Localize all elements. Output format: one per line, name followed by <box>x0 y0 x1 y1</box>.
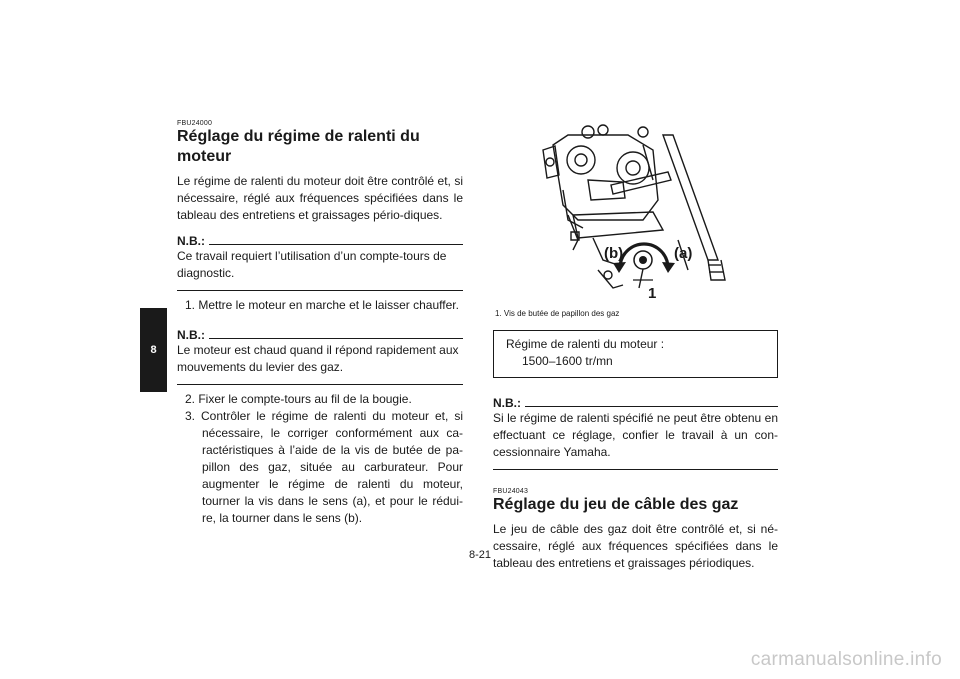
note-end-rule <box>177 384 463 385</box>
intro-paragraph: Le jeu de câble des gaz doit être contrôlé et, si né-cessaire, réglé aux fréquences spécifiées dans le tableau des entretiens et graissages périodiques. <box>493 522 778 570</box>
steps-list-1 <box>177 297 463 314</box>
section-title: Réglage du jeu de câble des gaz <box>493 496 739 513</box>
page-number: 8-21 <box>468 549 492 561</box>
left-column <box>177 120 463 527</box>
figure-label-a: (a) <box>674 245 693 262</box>
note-label: N.B.: <box>493 396 521 410</box>
step-item: 1. Mettre le moteur en marche et le laisser chauffer. <box>185 298 459 312</box>
section-code: FBU24043 <box>493 488 529 495</box>
note-rule <box>209 338 463 339</box>
spec-label: Régime de ralenti du moteur : <box>506 337 665 351</box>
note-header <box>177 234 463 248</box>
note-rule <box>209 244 463 245</box>
note-text: Le moteur est chaud quand il répond rapidement aux mouvements du levier des gaz. <box>177 343 459 374</box>
note-text: Ce travail requiert l’utilisation d’un compte-tours de diagnostic. <box>177 249 447 280</box>
figure-label-b: (b) <box>604 245 624 262</box>
note-text: Si le régime de ralenti spécifié ne peut être obtenu en effectuant ce réglage, confier le travail à un con-cessionnaire Yamaha. <box>493 411 778 459</box>
carburetor-illustration <box>493 120 778 305</box>
spec-value: 1500–1600 tr/mn <box>522 354 613 368</box>
section-code: FBU24000 <box>177 120 213 127</box>
carburetor-figure <box>493 120 778 305</box>
note-label: N.B.: <box>177 328 205 342</box>
chapter-tab: 8 <box>140 308 167 392</box>
note-end-rule <box>177 290 463 291</box>
note-rule <box>525 406 778 407</box>
watermark: carmanualsonline.info <box>750 649 942 670</box>
note-header <box>493 396 778 410</box>
section-title: Réglage du régime de ralenti du moteur <box>177 128 420 165</box>
step-item: 2. Fixer le compte-tours au fil de la bougie. <box>185 392 412 406</box>
intro-paragraph: Le régime de ralenti du moteur doit être contrôlé et, si nécessaire, réglé aux fréquences spécifiées dans le tableau des entretiens et graissages pério-diques. <box>177 174 463 222</box>
step-item: 3. Contrôler le régime de ralenti du moteur et, si nécessaire, le corriger conformément aux ca-ractéristiques à l’aide de la vis de butée de pa-pillon des gaz, située au carburateur. Pour augmenter le régime de ralenti du moteur, tourner la vis dans le sens (a), et pour le rédui-re, la tourner dans le sens (b). <box>185 409 463 525</box>
figure-label-1: 1 <box>648 285 657 302</box>
spec-box <box>493 330 778 378</box>
note-end-rule <box>493 469 778 470</box>
note-label: N.B.: <box>177 234 205 248</box>
figure-caption: 1. Vis de butée de papillon des gaz <box>495 309 620 318</box>
note-header <box>177 328 463 342</box>
steps-list-2 <box>177 391 463 527</box>
right-column <box>493 120 778 572</box>
